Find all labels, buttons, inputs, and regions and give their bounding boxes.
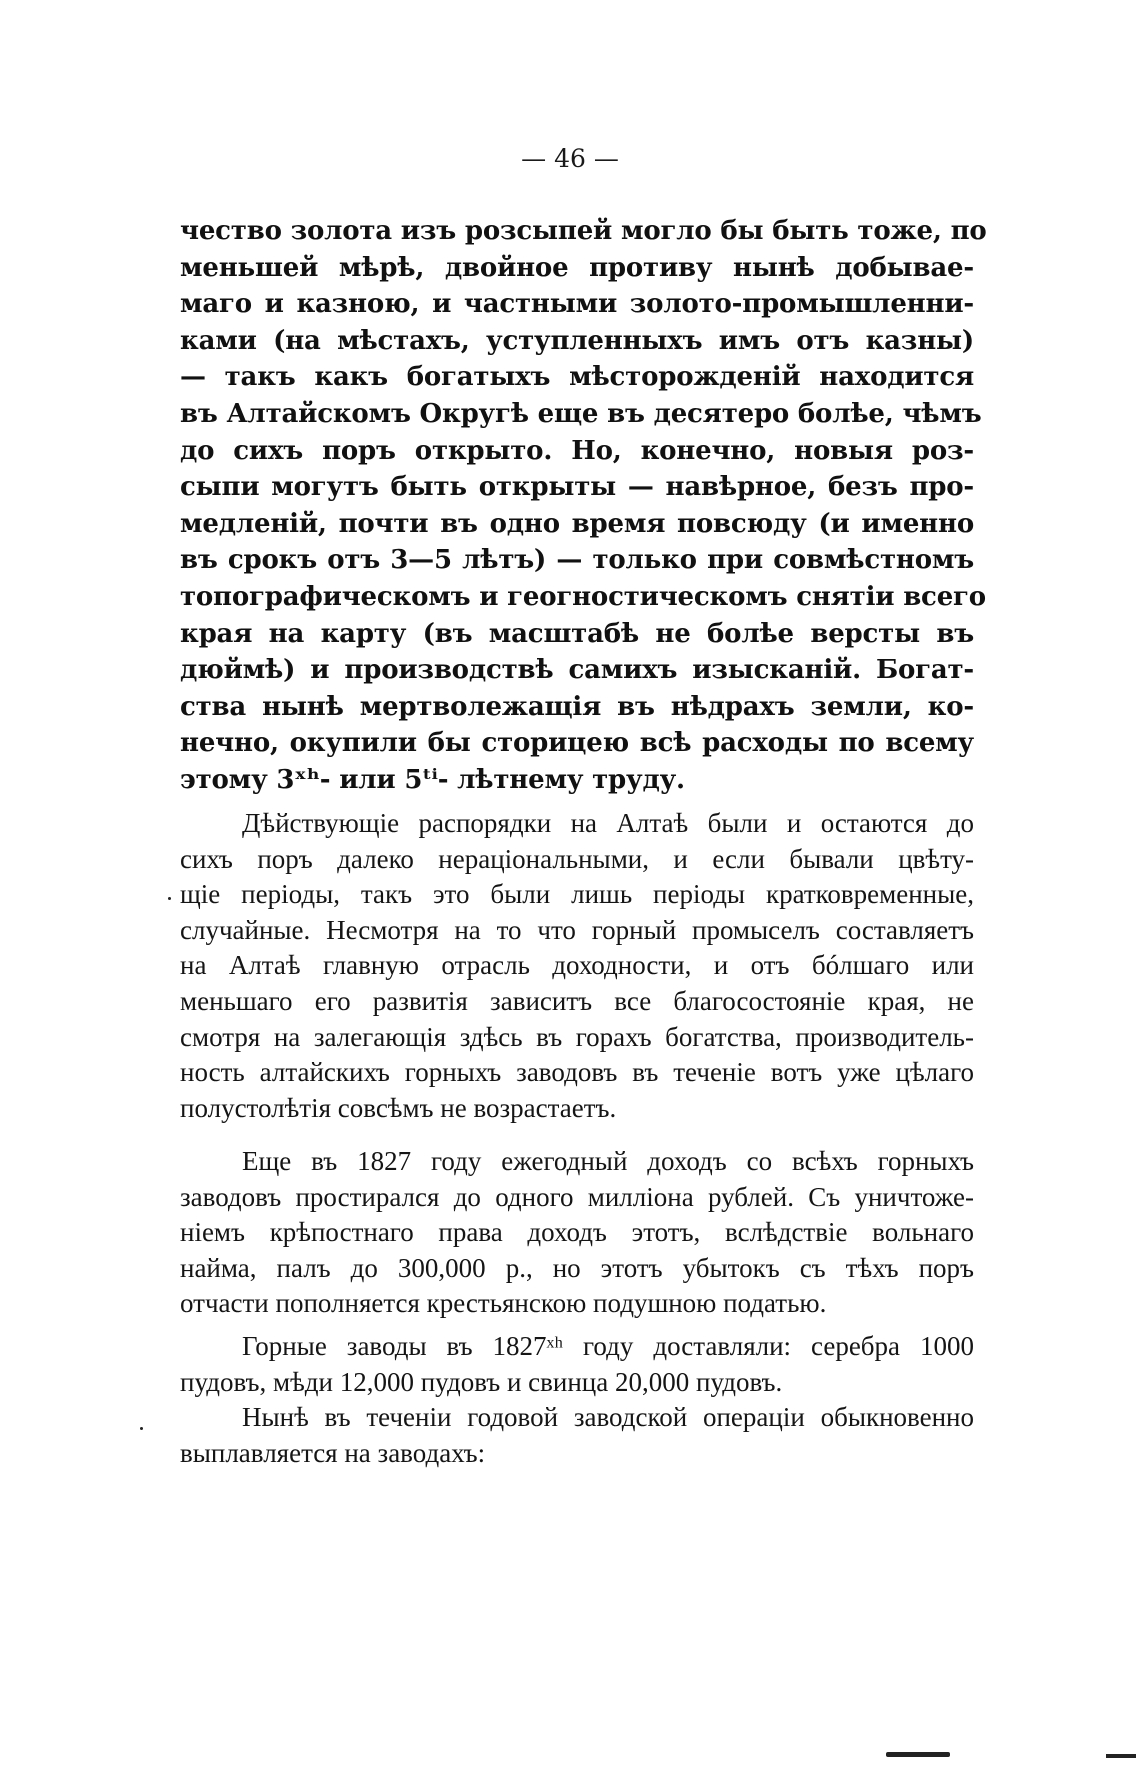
scan-artifact [1106,1754,1136,1758]
page-number: — 46 — [521,144,619,173]
text-line: въ срокъ отъ 3—5 лѣтъ) — только при совмѣстномъ [180,545,974,576]
paragraph-3 [180,1329,974,1400]
text-line: края на карту (въ масштабѣ не болѣе версты въ [180,618,974,649]
text-line: выплавляется на заводахъ: [180,1437,486,1468]
text-line: этому 3ˣʰ- или 5ᵗⁱ- лѣтнему труду. [180,764,685,795]
scan-artifact [886,1752,950,1757]
text-line: маго и казною, и частными золото-промышленни- [180,289,974,320]
text-line: ніемъ крѣпостнаго права доходъ этотъ, вслѣдствіе вольнаго [180,1217,974,1248]
text-line: ками (на мѣстахъ, уступленныхъ имъ отъ казны) [180,325,974,356]
text-line: пудовъ, мѣди 12,000 пудовъ и свинца 20,000 пудовъ. [180,1366,783,1397]
scan-artifact [168,897,171,900]
bold-paragraph [180,213,987,799]
paragraph-4 [180,1400,974,1471]
text-line: меньшаго его развитія зависитъ все благосостояніе края, не [180,985,974,1016]
text-line: смотря на залегающія здѣсь въ горахъ богатства, производитель- [180,1021,974,1052]
text-line: ства нынѣ мертволежащія въ нѣдрахъ земли, ко- [180,691,974,722]
scan-artifact [140,1427,143,1430]
text-line: дюймѣ) и производствѣ самихъ изысканій. Богат- [180,655,974,686]
paragraph-1 [180,806,974,1126]
text-line: сыпи могутъ быть открыты — навѣрное, безъ про- [180,472,974,503]
text-line: до сихъ поръ открыто. Но, конечно, новыя роз- [180,435,974,466]
text-line: Нынѣ въ теченіи годовой заводской операціи обыкновенно [242,1402,974,1432]
text-line: нечно, окупили бы сторицею всѣ расходы по всему [180,728,974,759]
text-line: заводовъ простирался до одного милліона рублей. Съ уничтоже- [180,1181,974,1212]
text-line: случайные. Несмотря на то что горный промыселъ составляетъ [180,914,974,945]
text-line: ность алтайскихъ горныхъ заводовъ въ теченіе вотъ уже цѣлаго [180,1057,974,1088]
text-line: меньшей мѣрѣ, двойное противу нынѣ добывае- [180,252,974,283]
text-line: топографическомъ и геогностическомъ снятіи всего [180,581,986,612]
text-line: полустолѣтія совсѣмъ не возрастаетъ. [180,1092,617,1123]
text-line: на Алтаѣ главную отрасль доходности, и отъ бóлшаго или [180,950,974,981]
text-line: Дѣйствующіе распорядки на Алтаѣ были и остаются до [242,808,974,838]
text-line: найма, палъ до 300,000 р., но этотъ убытокъ съ тѣхъ поръ [180,1252,974,1283]
text-line: отчасти пополняется крестьянскою подушною податью. [180,1288,827,1319]
text-line: Еще въ 1827 году ежегодный доходъ со всѣхъ горныхъ [242,1146,974,1176]
paragraph-2 [180,1144,974,1322]
text-line: — такъ какъ богатыхъ мѣсторожденій находится [180,362,974,393]
text-line: сихъ поръ далеко нераціональными, и если бывали цвѣту- [180,843,974,874]
text-line: медленій, почти въ одно время повсюду (и именно [180,508,974,539]
text-line: въ Алтайскомъ Округѣ еще въ десятеро болѣе, чѣмъ [180,398,982,429]
text-line: чество золота изъ розсыпей могло бы быть тоже, по [180,216,987,246]
text-line: Горные заводы въ 1827ˣʰ году доставляли: серебра 1000 [242,1331,974,1361]
text-line: щіе періоды, такъ это были лишь періоды кратковременные, [180,879,974,910]
